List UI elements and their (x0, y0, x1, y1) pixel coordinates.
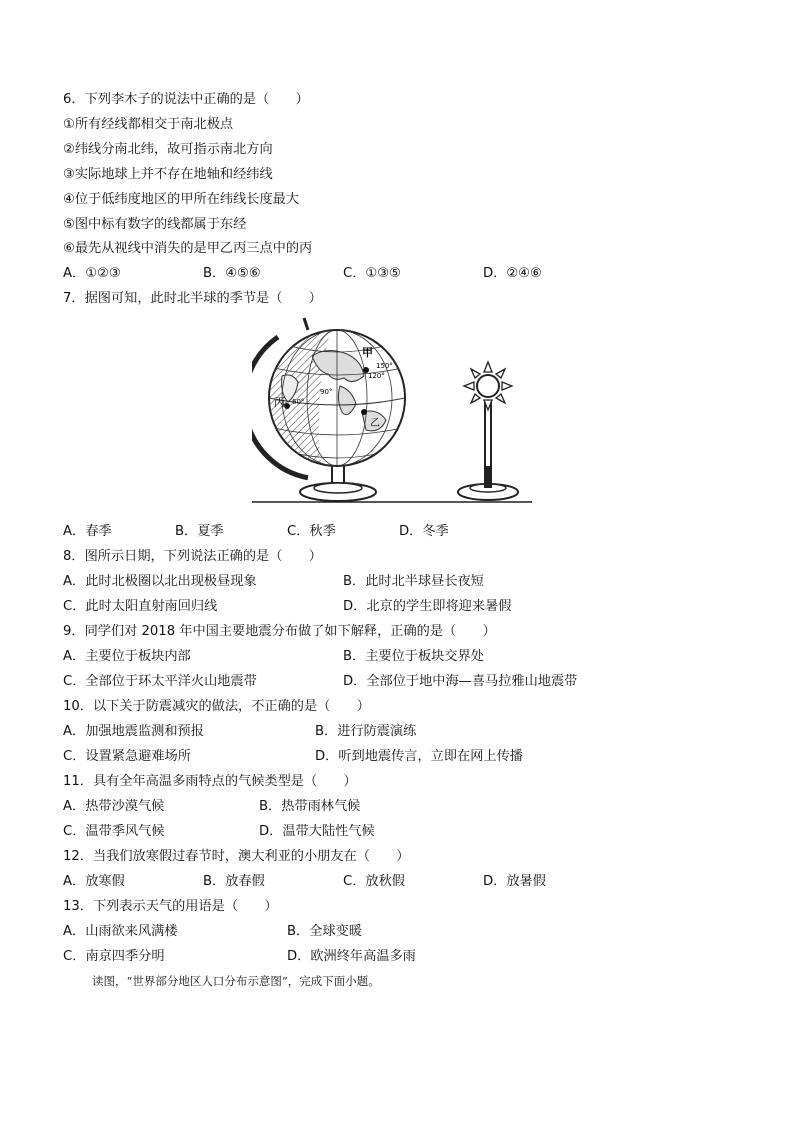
q6-statement-4: ④位于低纬度地区的甲所在纬线长度最大 (63, 192, 300, 207)
q6-option-c: C．①③⑤ (343, 266, 401, 281)
q6-stem: 6．下列李木子的说法中正确的是（ ） (63, 92, 309, 107)
q11-option-a: A．热带沙漠气候 (63, 799, 165, 814)
q8-stem: 8．图所示日期，下列说法正确的是（ ） (63, 549, 322, 564)
q6-option-a: A．①②③ (63, 266, 121, 281)
q10-stem: 10．以下关于防震减灾的做法，不正确的是（ ） (63, 699, 370, 714)
q6-statement-5: ⑤图中标有数字的线都属于东经 (63, 217, 247, 232)
q6-statement-3: ③实际地球上并不存在地轴和经纬线 (63, 167, 273, 182)
q11-option-b: B．热带雨林气候 (259, 799, 361, 814)
q10-option-c: C．设置紧急避难场所 (63, 749, 191, 764)
sun-lamp-icon (458, 362, 518, 500)
point-yi (361, 409, 367, 415)
label-bing: 丙 (274, 396, 285, 409)
globe-illustration (252, 316, 534, 506)
q7-option-a: A．春季 (63, 524, 112, 539)
q8-option-d: D．北京的学生即将迎来暑假 (343, 599, 512, 614)
q13-option-c: C．南京四季分明 (63, 949, 165, 964)
q13-option-a: A．山雨欲来风满楼 (63, 924, 178, 939)
q8-option-a: A．此时北极圈以北出现极昼现象 (63, 574, 257, 589)
label-90: 90° (320, 388, 333, 396)
q6-option-d: D．②④⑥ (483, 266, 542, 281)
q10-option-b: B．进行防震演练 (315, 724, 417, 739)
section-intro: 读图，“世界部分地区人口分布示意图”，完成下面小题。 (92, 974, 380, 988)
q8-option-c: C．此时太阳直射南回归线 (63, 599, 218, 614)
label-60: 60° (292, 398, 305, 406)
q6-statement-1: ①所有经线都相交于南北极点 (63, 117, 234, 132)
q9-stem: 9．同学们对 2018 年中国主要地震分布做了如下解释，正确的是（ ） (63, 624, 496, 639)
q10-option-d: D．听到地震传言，立即在网上传播 (315, 749, 523, 764)
q6-statement-2: ②纬线分南北纬，故可指示南北方向 (63, 142, 273, 157)
q9-option-c: C．全部位于环太平洋火山地震带 (63, 674, 257, 689)
q13-stem: 13．下列表示天气的用语是（ ） (63, 899, 278, 914)
q13-option-d: D．欧洲终年高温多雨 (287, 949, 416, 964)
label-150: 150° (376, 362, 393, 370)
q7-option-c: C．秋季 (287, 524, 336, 539)
q7-option-d: D．冬季 (399, 524, 449, 539)
q9-option-d: D．全部位于地中海—喜马拉雅山地震带 (343, 674, 578, 689)
q8-option-b: B．此时北半球昼长夜短 (343, 574, 484, 589)
q11-stem: 11．具有全年高温多雨特点的气候类型是（ ） (63, 774, 357, 789)
q12-option-a: A．放寒假 (63, 874, 125, 889)
q13-option-b: B．全球变暖 (287, 924, 362, 939)
q12-option-c: C．放秋假 (343, 874, 405, 889)
q10-option-a: A．加强地震监测和预报 (63, 724, 204, 739)
globe-and-sun-figure (252, 316, 534, 506)
label-jia: 甲 (362, 346, 373, 359)
q12-option-d: D．放暑假 (483, 874, 546, 889)
label-yi: 乙 (370, 418, 380, 429)
q6-option-b: B．④⑤⑥ (203, 266, 261, 281)
q9-option-a: A．主要位于板块内部 (63, 649, 191, 664)
q7-option-b: B．夏季 (175, 524, 224, 539)
q7-stem: 7．据图可知，此时北半球的季节是（ ） (63, 291, 322, 306)
label-120: 120° (368, 372, 385, 380)
q12-stem: 12．当我们放寒假过春节时，澳大利亚的小朋友在（ ） (63, 849, 410, 864)
q6-statement-6: ⑥最先从视线中消失的是甲乙丙三点中的丙 (63, 241, 313, 256)
q9-option-b: B．主要位于板块交界处 (343, 649, 484, 664)
q11-option-d: D．温带大陆性气候 (259, 824, 375, 839)
q11-option-c: C．温带季风气候 (63, 824, 165, 839)
q12-option-b: B．放春假 (203, 874, 265, 889)
